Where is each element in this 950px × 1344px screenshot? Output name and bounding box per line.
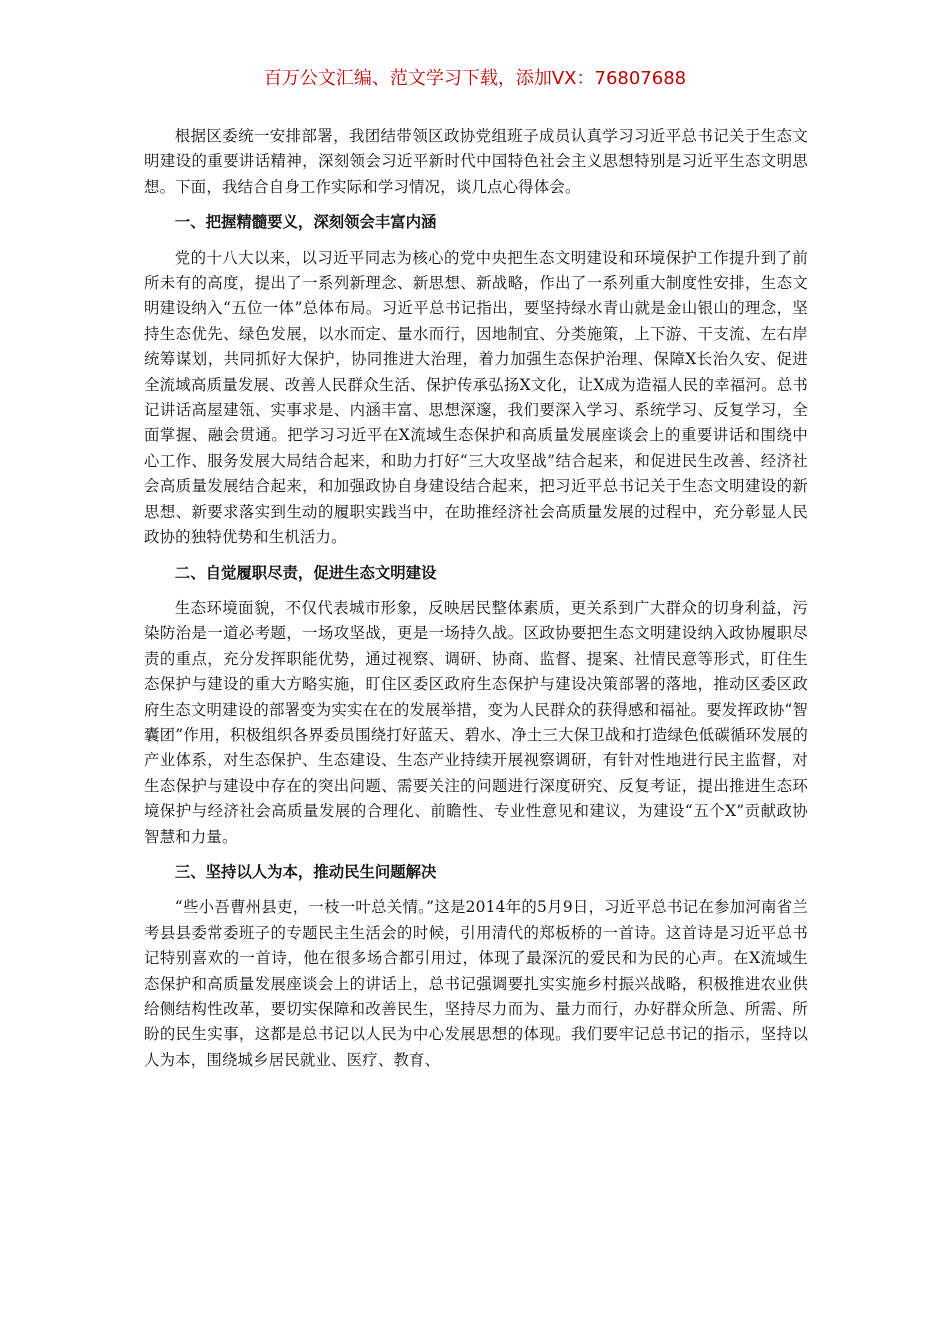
section-2-paragraph: 生态环境面貌，不仅代表城市形象，反映居民整体素质，更关系到广大群众的切身利益，污染防治是一道必考题，一场攻坚战，更是一场持久战。区政协要把生态文明建设纳入政协履职尽责的重点，充分发挥职能优势，通过视察、调研、协商、监督、提案、社情民意等形式，盯住生态保护与建设的重大方略实施，盯住区委区政府生态保护与建设决策部署的落地，推动区委区政府生态文明建设的部署变为实实在在的发展举措，变为人民群众的获得感和福祉。要发挥政协“智囊团”作用，积极组织各界委员围绕打好蓝天、碧水、净土三大保卫战和打造绿色低碳循环发展的产业体系，对生态保护、生态建设、生态产业持续开展视察调研，有针对性地进行民主监督，对生态保护与建设中存在的突出问题、需要关注的问题进行深度研究、反复考证，提出推进生态环境保护与经济社会高质量发展的合理化、前瞻性、专业性意见和建议，为建设“五个X”贡献政协智慧和力量。 [144, 598, 808, 846]
header-banner: 百万公文汇编、范文学习下载，添加VX：76807688 [263, 68, 687, 89]
section-1-paragraph: 党的十八大以来，以习近平同志为核心的党中央把生态文明建设和环境保护工作提升到了前所未有的高度，提出了一系列新理念、新思想、新战略，作出了一系列重大制度性安排，生态文明建设纳入“五位一体”总体布局。习近平总书记指出，要坚持绿水青山就是金山银山的理念，坚持生态优先、绿色发展，以水而定、量水而行，因地制宜、分类施策，上下游、干支流、左右岸统筹谋划，共同抓好大保护，协同推进大治理，着力加强生态保护治理、保障X长治久安、促进全流域高质量发展、改善人民群众生活、保护传承弘扬X文化，让X成为造福人民的幸福河。总书记讲话高屋建瓴、实事求是、内涵丰富、思想深邃，我们要深入学习、系统学习、反复学习，全面掌握、融会贯通。把学习习近平在X流域生态保护和高质量发展座谈会上的重要讲话和围绕中心工作、服务发展大局结合起来，和助力打好“三大攻坚战”结合起来，和促进民生改善、经济社会高质量发展结合起来，和加强政协自身建设结合起来，把习近平总书记关于生态文明建设的新思想、新要求落实到生动的履职实践当中，在助推经济社会高质量发展的过程中，充分彰显人民政协的独特优势和生机活力。 [144, 248, 808, 547]
section-3-paragraph: “些小吾曹州县吏，一枝一叶总关情。”这是2014年的5月9日，习近平总书记在参加河南省兰考县县委常委班子的专题民主生活会的时候，引用清代的郑板桥的一首诗。这首诗是习近平总书记特别喜欢的一首诗，他在很多场合都引用过，体现了最深沉的爱民和为民的心声。在X流域生态保护和高质量发展座谈会上的讲话上，总书记强调要扎实实施乡村振兴战略，积极推进农业供给侧结构性改革，要切实保障和改善民生，坚持尽力而为、量力而行，办好群众所急、所需、所盼的民生实事，这都是总书记以人民为中心发展思想的体现。我们要牢记总书记的指示，坚持以人为本，围绕城乡居民就业、医疗、教育、 [144, 898, 808, 1069]
section-2-heading: 二、自觉履职尽责，促进生态文明建设 [174, 563, 437, 582]
intro-paragraph: 根据区委统一安排部署，我团结带领区政协党组班子成员认真学习习近平总书记关于生态文明建设的重要讲话精神，深刻领会习近平新时代中国特色社会主义思想特别是习近平生态文明思想。下面，我结合自身工作实际和学习情况，谈几点心得体会。 [144, 127, 808, 196]
section-3-heading: 三、坚持以人为本，推动民生问题解决 [174, 862, 437, 881]
section-1-heading: 一、把握精髓要义，深刻领会丰富内涵 [174, 213, 437, 232]
document-body [144, 124, 808, 1073]
